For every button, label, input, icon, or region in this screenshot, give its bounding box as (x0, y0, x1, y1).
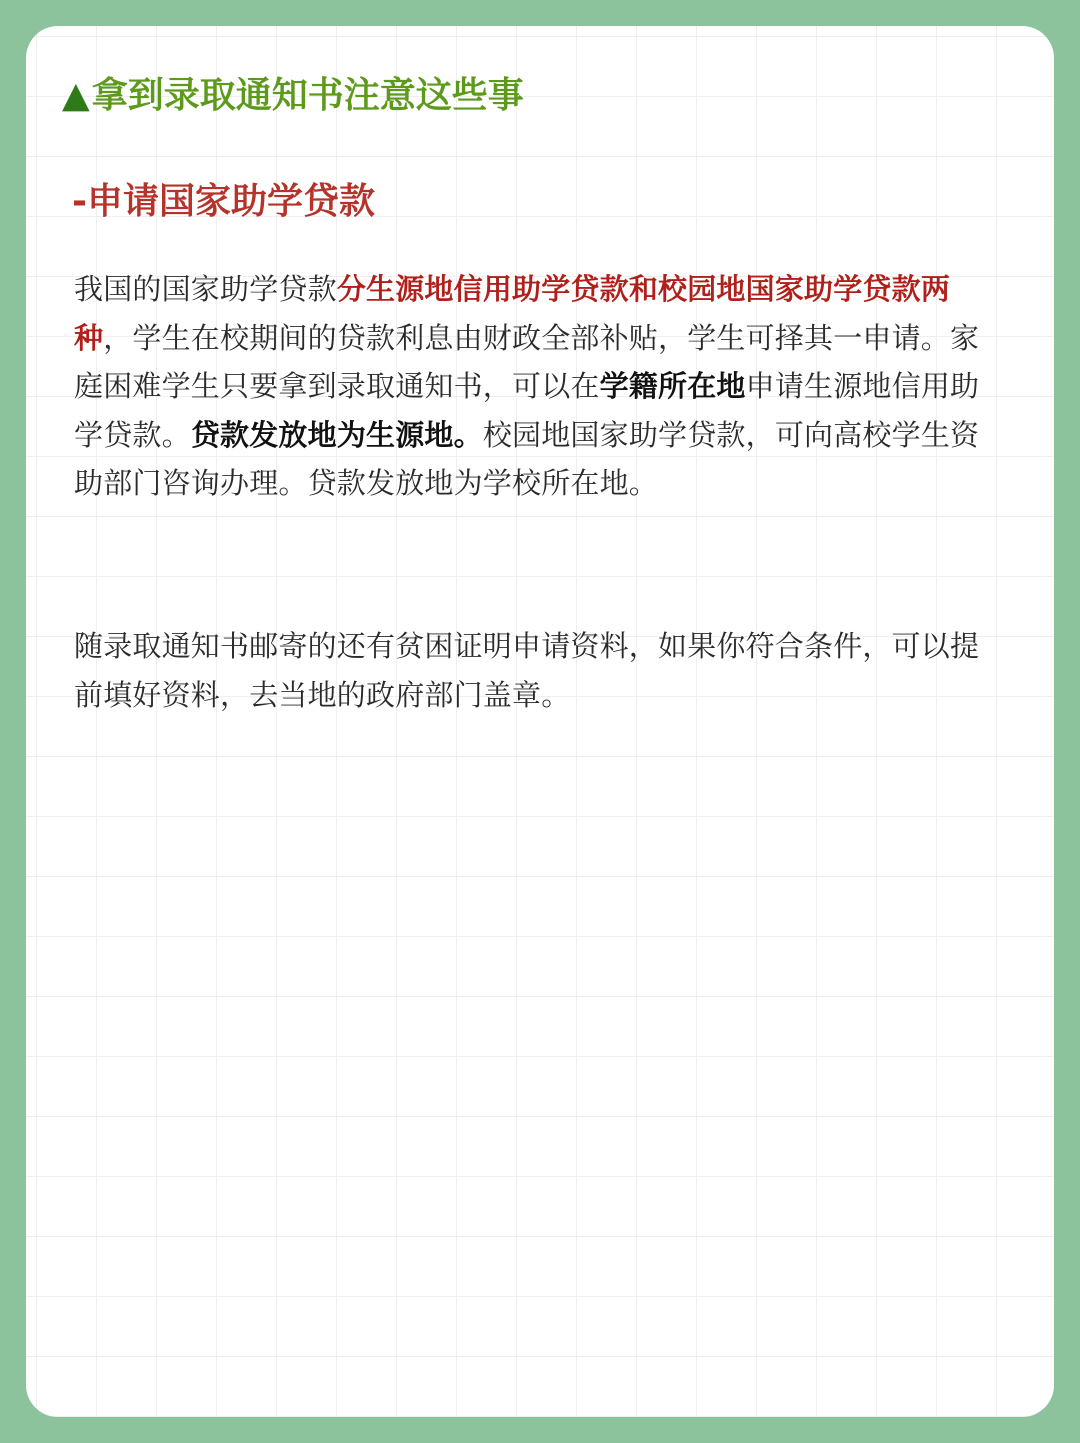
triangle-icon: ▲ (62, 75, 90, 116)
loan-paragraph (74, 265, 1004, 508)
loan-text-1: 我国的国家助学贷款 (74, 272, 337, 306)
loan-text-2: ，学生在校期间的贷款利息由财政全部补贴，学生可择其一申请。家庭困难学生只要拿到录取通知书，可以在 (74, 320, 980, 403)
page-title (62, 72, 524, 120)
loan-text-4: 校园地国家助学贷款，可向高校学生资助部门咨询办理。贷款发放地为学校所在地。 (74, 417, 980, 500)
loan-issuance-bold: 贷款发放地为生源地。 (190, 417, 483, 452)
loan-text-3: 申请生源地信用助学贷款。 (74, 369, 980, 452)
note-card (26, 26, 1054, 1417)
poverty-certificate-paragraph: 随录取通知书邮寄的还有贫困证明申请资料，如果你符合条件，可以提前填好资料，去当地的政府部门盖章。 (74, 629, 980, 712)
loan-types-highlight: 分生源地信用助学贷款和校园地国家助学贷款两种 (74, 272, 951, 355)
watermark-badge (1002, 1391, 1040, 1409)
section-heading: -申请国家助学贷款 (72, 181, 375, 222)
student-registry-bold: 学籍所在地 (599, 369, 746, 403)
page-title-text: 拿到录取通知书注意这些事 (91, 75, 524, 116)
